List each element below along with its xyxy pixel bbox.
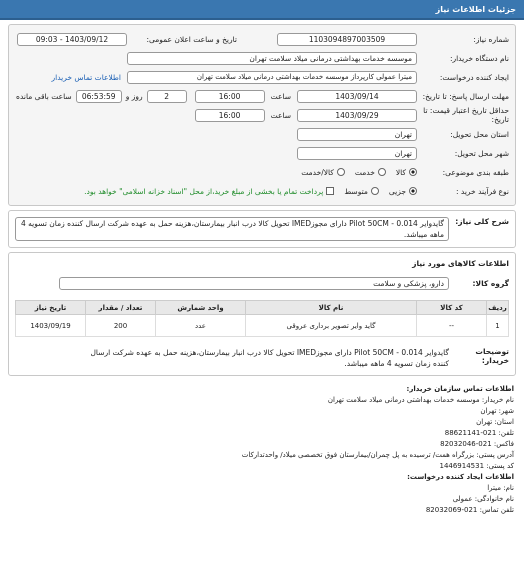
category-goods-radio[interactable]: کالا bbox=[396, 168, 417, 177]
table-row[interactable]: 1 -- گاید وایر تصویر برداری عروقی عدد 200 1403/09/19 bbox=[16, 315, 509, 337]
buyer-description: گایدوایر Pilot 50CM - 0.014 دارای مجوزIMED تحویل کالا درب انبار بیمارستان،هزینه حمل به عهده شرکت ارسال کننده زمان تسویه 4 ماهه میباشد. bbox=[90, 348, 449, 368]
need-number-field[interactable]: 1103094897003509 bbox=[277, 33, 417, 46]
category-both-radio[interactable]: کالا/خدمت bbox=[301, 168, 345, 177]
validity-date-field[interactable]: 1403/09/29 bbox=[297, 109, 417, 122]
summary-panel: شرح کلی نیاز: گایدوایر Pilot 50CM - 0.014 دارای مجوزIMED تحویل کالا درب انبار بیمارستان،هزینه حمل به عهده شرکت ارسال کننده زمان تسویه 4 ماهه میباشد. bbox=[8, 210, 516, 248]
announce-date-field[interactable]: 1403/09/12 - 09:03 bbox=[17, 33, 127, 46]
reply-date-field[interactable]: 1403/09/14 bbox=[297, 90, 417, 103]
payment-checkbox[interactable]: پرداخت تمام یا بخشی از مبلغ خرید،از محل "اسناد خزانه اسلامی" خواهد بود. bbox=[84, 187, 334, 196]
summary-text: گایدوایر Pilot 50CM - 0.014 دارای مجوزIMED تحویل کالا درب انبار بیمارستان،هزینه حمل به عهده شرکت ارسال کننده زمان تسویه 4 ماهه میباشد. bbox=[15, 217, 449, 241]
category-service-radio[interactable]: خدمت bbox=[355, 168, 386, 177]
contact-section: اطلاعات تماس سازمان خریدار: نام خریدار: موسسه خدمات بهداشتی درمانی میلاد سلامت تهران شهر: تهران استان: تهران تلفن: 021-88621141 فاکس: 021-82032046 آدرس پستی: بزرگراه همت/ ترسیده به پل چمران/بیمارستان فوق تخصصی میلاد/ واحدتدارکات کد پستی: 1446914531 اطلاعات ایجاد کننده درخواست: نام: میترا نام خانوادگی: عمولی تلفن تماس: 021-82032069 bbox=[241, 385, 514, 514]
buyer-field[interactable]: موسسه خدمات بهداشتی درمانی میلاد سلامت تهران bbox=[127, 52, 417, 65]
goods-panel: اطلاعات کالاهای مورد نیاز گروه کالا: دارو، پزشکی و سلامت ردیف کد کالا نام کالا واحد شمارش تعداد / مقدار تاریخ نیاز 1 -- گاید وایر تصویر برداری عروقی عدد 200 1403/09/19 توضیحات خریدار: گایدوایر Pilot 50CM - 0.014 دارای مجوزIMED تحویل کالا درب انبار بیمارستان،هزینه حمل به عهده شرکت ارسال کننده زمان تسویه 4 ماهه میباشد. bbox=[8, 252, 516, 376]
goods-group-field[interactable]: دارو، پزشکی و سلامت bbox=[59, 277, 449, 290]
need-info-panel: شماره نیاز: 1103094897003509 تاریخ و ساعت اعلان عمومی: 1403/09/12 - 09:03 نام دستگاه خریدار: موسسه خدمات بهداشتی درمانی میلاد سلامت تهران ایجاد کننده درخواست: میترا عمولی کارپرداز موسسه خدمات بهداشتی درمانی میلاد سلامت تهران اطلاعات تماس خریدار مهلت ارسال پاسخ: تا تاریخ: 1403/09/14 ساعت 16:00 2 روز و 06:53:59 ساعت باقی مانده حداقل تاریخ اعتبار قیمت: تا تاریخ: 1403/09/29 ساعت 16:00 استان محل تحویل: تهران شهر محل تحویل: تهران طبقه بندی موضوعی: کالا خدمت کالا/خدمت نوع فرآیند خرید : جزیی متوسط پرداخت تمام یا بخشی از مبلغ خرید،از محل "اسناد خزانه اسلامی" خواهد بود. bbox=[8, 24, 516, 206]
reply-time-field[interactable]: 16:00 bbox=[195, 90, 265, 103]
validity-time-field[interactable]: 16:00 bbox=[195, 109, 265, 122]
page-header: جزئیات اطلاعات نیاز bbox=[0, 0, 524, 20]
days-field[interactable]: 2 bbox=[147, 90, 187, 103]
province-field[interactable]: تهران bbox=[297, 128, 417, 141]
city-field[interactable]: تهران bbox=[297, 147, 417, 160]
process-medium-radio[interactable]: متوسط bbox=[344, 187, 379, 196]
buyer-contact-link[interactable]: اطلاعات تماس خریدار bbox=[51, 72, 121, 82]
goods-table: ردیف کد کالا نام کالا واحد شمارش تعداد / مقدار تاریخ نیاز 1 -- گاید وایر تصویر برداری عروقی عدد 200 1403/09/19 bbox=[15, 300, 509, 337]
creator-field[interactable]: میترا عمولی کارپرداز موسسه خدمات بهداشتی درمانی میلاد سلامت تهران bbox=[127, 71, 417, 84]
process-minor-radio[interactable]: جزیی bbox=[389, 187, 417, 196]
remaining-field: 06:53:59 bbox=[76, 90, 122, 103]
